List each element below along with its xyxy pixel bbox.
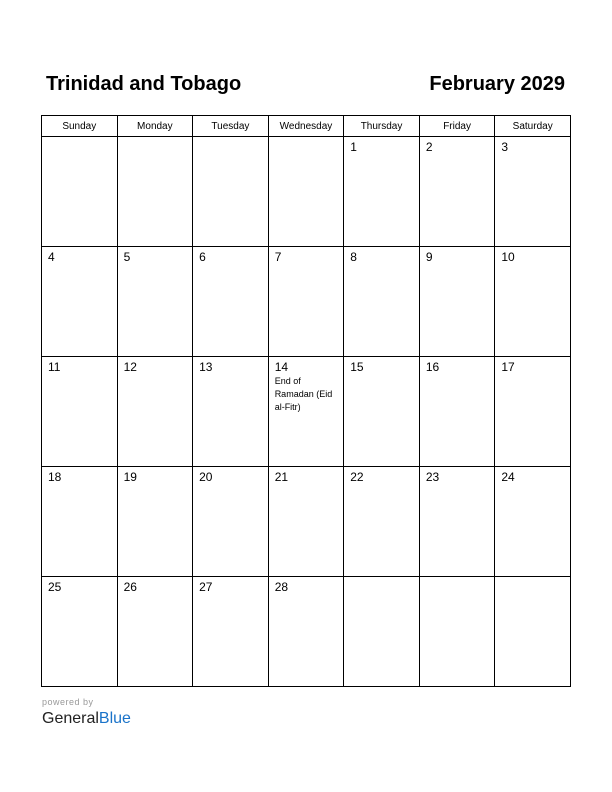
week-row-3 xyxy=(42,357,571,467)
brand-blue-text: Blue xyxy=(98,710,131,727)
day-cell xyxy=(344,137,420,247)
day-number: 10 xyxy=(501,250,515,264)
day-cell xyxy=(495,137,571,247)
day-cell xyxy=(42,137,118,247)
day-number: 18 xyxy=(48,470,62,484)
day-cell xyxy=(268,247,344,357)
country-title: Trinidad and Tobago xyxy=(46,73,242,95)
day-cell xyxy=(344,467,420,577)
day-cell xyxy=(419,467,495,577)
day-number: 11 xyxy=(48,360,61,374)
day-cell xyxy=(117,467,193,577)
day-cell xyxy=(117,357,193,467)
day-cell xyxy=(344,247,420,357)
day-number: 16 xyxy=(425,360,440,374)
brand-general-text: General xyxy=(42,710,99,727)
day-cell xyxy=(268,137,344,247)
weekday-monday: Monday xyxy=(117,116,193,137)
day-cell xyxy=(268,357,344,467)
day-number: 14 xyxy=(274,360,289,374)
day-cell xyxy=(419,247,495,357)
day-cell xyxy=(495,247,571,357)
day-number: 26 xyxy=(123,580,137,594)
day-number: 2 xyxy=(425,140,433,154)
day-number: 15 xyxy=(350,360,364,374)
weekday-thursday: Thursday xyxy=(344,116,420,137)
day-cell xyxy=(419,137,495,247)
day-number: 4 xyxy=(48,250,55,264)
day-cell xyxy=(268,577,344,687)
day-number: 7 xyxy=(274,250,282,264)
day-cell xyxy=(193,247,269,357)
day-cell xyxy=(419,577,495,687)
brand-logo xyxy=(42,709,131,729)
day-number: 13 xyxy=(199,360,213,374)
weekday-wednesday: Wednesday xyxy=(268,116,344,137)
holiday-label: End of Ramadan (Eid al-Fitr) xyxy=(274,376,333,412)
day-cell xyxy=(193,137,269,247)
day-cell xyxy=(344,357,420,467)
day-number xyxy=(193,137,268,140)
day-number: 22 xyxy=(350,470,364,484)
day-cell xyxy=(193,357,269,467)
day-number xyxy=(269,137,344,140)
weekday-header-row xyxy=(42,116,571,137)
day-number: 27 xyxy=(199,580,213,594)
day-number: 23 xyxy=(425,470,440,484)
day-number: 3 xyxy=(501,140,509,154)
weekday-tuesday: Tuesday xyxy=(193,116,269,137)
day-number: 28 xyxy=(274,580,289,594)
day-cell xyxy=(193,467,269,577)
week-row-4 xyxy=(42,467,571,577)
footer-branding xyxy=(42,697,131,729)
day-number: 17 xyxy=(501,360,515,374)
day-number xyxy=(420,577,495,580)
week-row-5 xyxy=(42,577,571,687)
day-number: 6 xyxy=(199,250,206,264)
day-cell xyxy=(495,357,571,467)
day-cell xyxy=(117,247,193,357)
day-cell xyxy=(117,577,193,687)
day-number: 21 xyxy=(274,470,289,484)
weekday-sunday: Sunday xyxy=(42,116,118,137)
weekday-friday: Friday xyxy=(419,116,495,137)
day-cell xyxy=(268,467,344,577)
day-number xyxy=(118,137,193,140)
day-cell xyxy=(495,467,571,577)
day-number xyxy=(495,577,570,580)
day-cell xyxy=(419,357,495,467)
day-cell xyxy=(42,357,118,467)
week-row-1 xyxy=(42,137,571,247)
day-number: 12 xyxy=(123,360,137,374)
day-number: 24 xyxy=(501,470,515,484)
weekday-saturday: Saturday xyxy=(495,116,571,137)
day-cell xyxy=(42,467,118,577)
calendar-grid xyxy=(41,115,571,687)
day-cell xyxy=(193,577,269,687)
day-number: 1 xyxy=(350,140,357,154)
day-cell xyxy=(117,137,193,247)
day-number: 25 xyxy=(48,580,62,594)
day-cell xyxy=(495,577,571,687)
day-number: 19 xyxy=(123,470,137,484)
day-cell xyxy=(344,577,420,687)
day-number: 8 xyxy=(350,250,357,264)
day-cell xyxy=(42,577,118,687)
day-number xyxy=(42,137,117,140)
day-number xyxy=(344,577,419,580)
month-year-title: February 2029 xyxy=(429,73,565,95)
day-cell xyxy=(42,247,118,357)
day-number: 5 xyxy=(123,250,131,264)
powered-by-label: powered by xyxy=(42,697,94,707)
week-row-2 xyxy=(42,247,571,357)
day-number: 9 xyxy=(425,250,433,264)
day-number: 20 xyxy=(199,470,213,484)
